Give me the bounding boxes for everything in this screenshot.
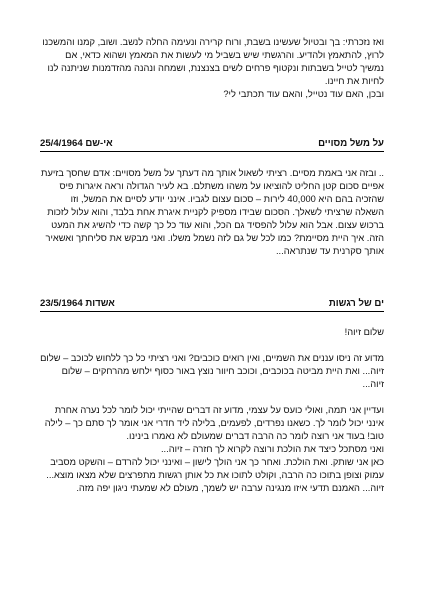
section-header-1 bbox=[40, 138, 384, 152]
intro-paragraph: ואז נזכרתי: בך ובטיול שעשינו בשבת, ורוח קרירה ונעימה החלה לנשב. ושוב, קמנו והמשכנו לרוץ, להתאמץ ולהדיע. והרגשתי שיש בשביל מי לעשות את המאמץ ושהוא כדאי, אם נמשיך לטייל בשבתות ונקטוף פרחים לשים בצנצנת, ושמחה ונהנה מהזדמנות שניתנה לנו לחיות את חיינו. ובכן, האם עוד נטייל, והאם עוד תכתבי לי? bbox=[42, 37, 384, 99]
section-header-2 bbox=[40, 298, 384, 312]
document-page bbox=[40, 36, 384, 495]
section-date-1: 25/4/1964 אי-שם bbox=[40, 138, 113, 149]
section-body-2: שלום זיוה! מדוע זה ניסו עננים את השמיים, ואין רואים כוכבים? ואני רציתי כל כך ללחוש לכוכב – שלום זיוה... ואת היית מביטה בכוכבים, וכוכב חיוור נוצץ באור כסוף ילחש מהרחקים – שלום זיוה... ועדיין אני תמה, ואולי כועס על עצמי, מדוע זה דברים שהייתי יכול לומר לכל נערה אחרת אינני יכול לומר לך. כשאנו נפרדים, לפעמים, בלילה ליד חדרי אני אומר לך סתם כך – לילה טוב! בעוד אני רוצה לומר כה הרבה דברים שמעולם לא נאמרו בינינו. ואני מסתכל כיצד את הולכת ורוצה לקרוא לך חזרה – זיוה... כאן אני שותק. ואת הולכת. ואחר כך אני הולך לישון – ואינני יכול להרדם – והשקט מסביב עמוק וצופן בתוכו כה הרבה, וקולט לתוכו את כל אותן רגשות מתפרצים שלא מצאו מוצא... זיוה... האמנם תדעי איזו מנגינה ערבה יש לשמך, מעולם לא שמעתי ניגון יפה מזה. bbox=[40, 327, 384, 493]
section-date-2: 23/5/1964 אשדות bbox=[40, 298, 115, 309]
section-body-1: .. ובזה אני באמת מסיים. רציתי לשאול אותך מה דעתך על משל מסויים: אדם שחסך בזיעת אפיים סכום קטן החליט להוציאו על משהו משתלם. בא לעיר הגדולה וראה איגרות פיס שהזכיה בהם היא 40,000 לירות – סכום עצום לגביו. אינני יודע לסיים את המשל, וזו השאלה שרציתי לשאלך. הסכום שבידו מספיק לקניית איגרת אחת בלבד, והוא עלול לזכות ברכוש עצום. אבל הוא עלול להפסיד גם הכל, והוא עוד כל כך קשה כדי להשיג את המעט הזה. איך היית מסיימת? כמו לכל של גם לזה נשמל משלו. ואני מבקש את סליחתך ואשאיר אותך סקרנית עד שנתראה... bbox=[41, 168, 384, 256]
section-title-2: ים של רגשות bbox=[328, 298, 384, 309]
section-title-1: על משל מסויים bbox=[318, 138, 384, 149]
